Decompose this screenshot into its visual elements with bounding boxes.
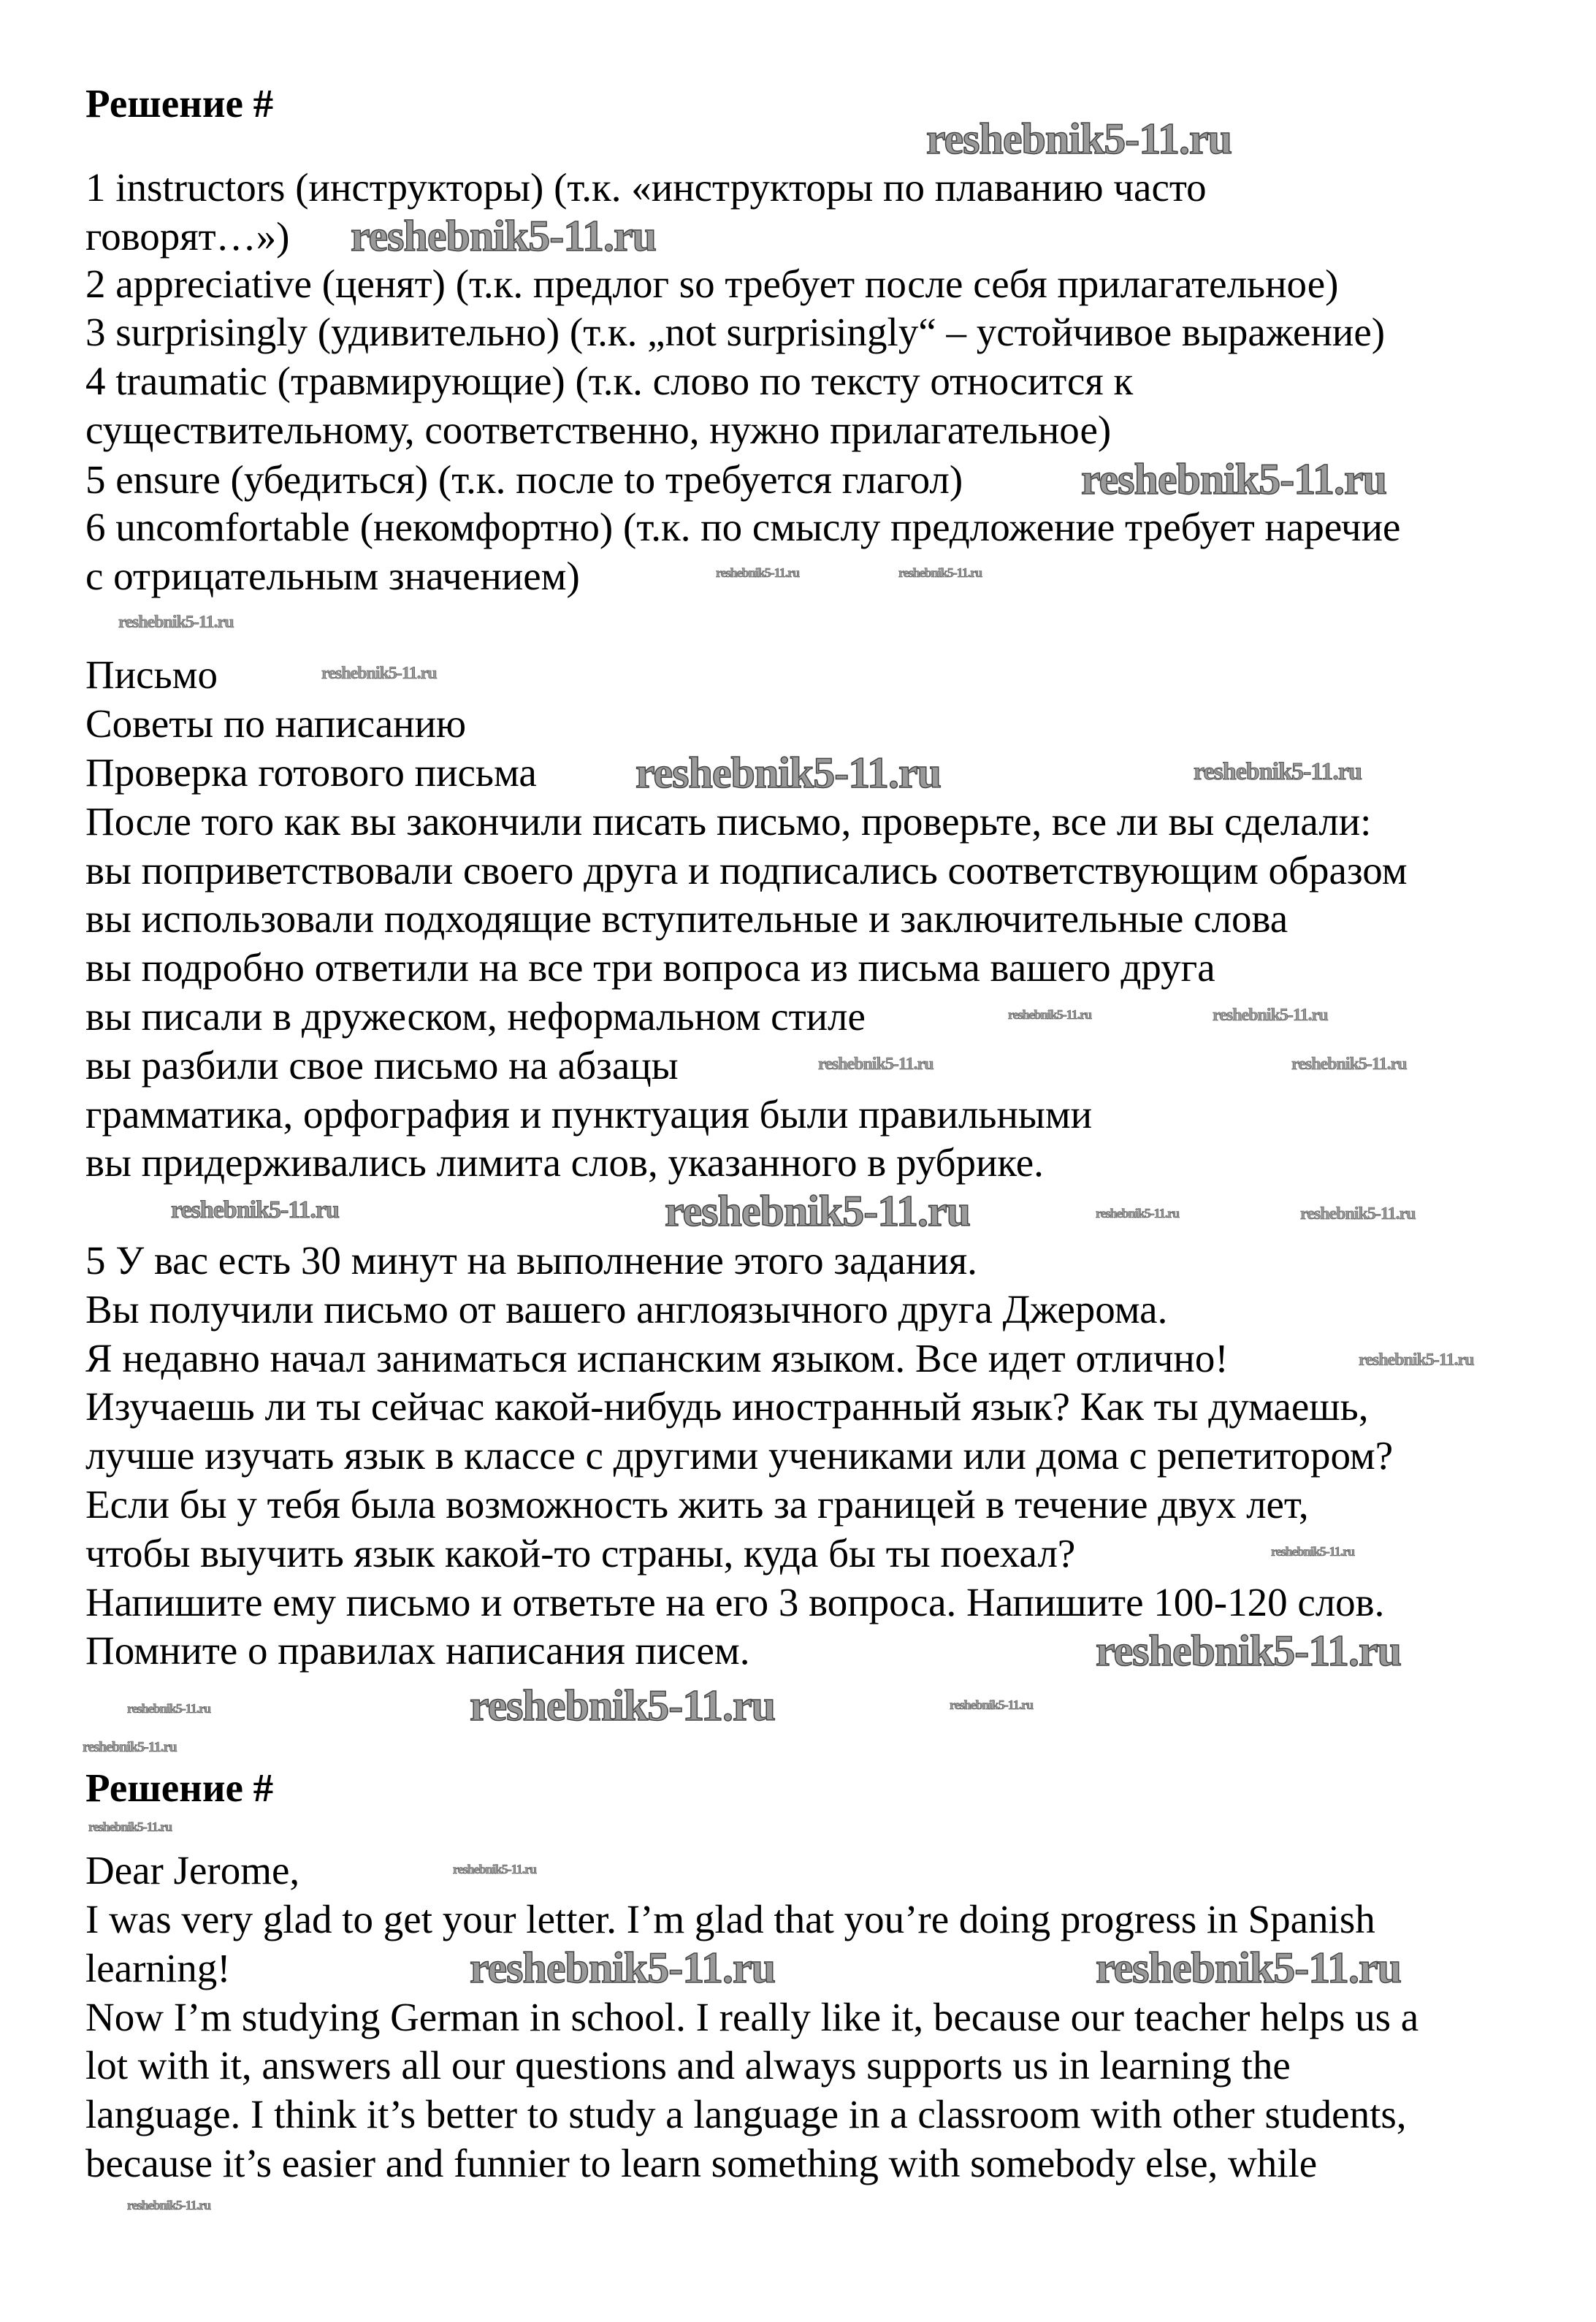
task-line: лучше изучать язык в классе с другими учениками или дома с репетитором? [85, 1433, 1394, 1478]
watermark: reshebnik5-11.ru [665, 1187, 970, 1235]
answer-line: 4 traumatic (травмирующие) (т.к. слово по тексту относится к [85, 359, 1134, 403]
watermark: reshebnik5-11.ru [88, 1819, 172, 1834]
letter-line: lot with it, answers all our questions and always supports us in learning the [85, 2043, 1291, 2088]
watermark: reshebnik5-11.ru [635, 749, 941, 797]
watermark: reshebnik5-11.ru [1271, 1544, 1355, 1559]
task-line: Вы получили письмо от вашего англоязычного друга Джерома. [85, 1287, 1168, 1332]
watermark: reshebnik5-11.ru [818, 1055, 933, 1074]
answer-line: с отрицательным значением) [85, 554, 580, 598]
letter-line: language. I think it’s better to study a language in a classroom with other students, [85, 2092, 1407, 2136]
section-heading: Решение # [85, 1765, 274, 1810]
watermark: reshebnik5-11.ru [1081, 455, 1386, 503]
watermark: reshebnik5-11.ru [127, 1701, 211, 1716]
watermark: reshebnik5-11.ru [1213, 1006, 1328, 1025]
tips-line: вы подробно ответили на все три вопроса из письма вашего друга [85, 945, 1215, 990]
tips-line: После того как вы закончили писать письмо, проверьте, все ли вы сделали: [85, 799, 1372, 844]
tips-line: вы поприветствовали своего друга и подписались соответствующим образом [85, 848, 1408, 893]
letter-line: learning! [85, 1946, 231, 1990]
task-line: Если бы у тебя была возможность жить за границей в течение двух лет, [85, 1482, 1309, 1527]
watermark: reshebnik5-11.ru [470, 1681, 775, 1730]
answer-line: говорят…») [85, 214, 290, 259]
tips-line: вы использовали подходящие вступительные и заключительные слова [85, 896, 1288, 941]
letter-line: Dear Jerome, [85, 1848, 300, 1893]
watermark: reshebnik5-11.ru [1096, 1944, 1401, 1992]
watermark: reshebnik5-11.ru [1008, 1007, 1092, 1022]
answer-line: 3 surprisingly (удивительно) (т.к. „not surprisingly“ – устойчивое выражение) [85, 310, 1386, 354]
watermark: reshebnik5-11.ru [1300, 1204, 1416, 1223]
watermark: reshebnik5-11.ru [453, 1862, 537, 1876]
watermark: reshebnik5-11.ru [171, 1196, 339, 1223]
section-heading: Решение # [85, 81, 274, 126]
tips-line: Письмо [85, 652, 218, 697]
tips-line: Советы по написанию [85, 701, 467, 746]
watermark: reshebnik5-11.ru [83, 1739, 177, 1755]
watermark: reshebnik5-11.ru [898, 565, 982, 580]
watermark: reshebnik5-11.ru [1194, 758, 1362, 785]
letter-line: because it’s easier and funnier to learn something with somebody else, while [85, 2141, 1318, 2185]
task-line: Помните о правилах написания писем. [85, 1628, 750, 1673]
watermark: reshebnik5-11.ru [926, 115, 1232, 163]
letter-line: Now I’m studying German in school. I really like it, because our teacher helps us a [85, 1995, 1419, 2039]
watermark: reshebnik5-11.ru [127, 2198, 211, 2212]
watermark: reshebnik5-11.ru [1096, 1627, 1401, 1675]
task-line: чтобы выучить язык какой-то страны, куда бы ты поехал? [85, 1531, 1076, 1576]
watermark: reshebnik5-11.ru [321, 664, 437, 683]
task-line: 5 У вас есть 30 минут на выполнение этого задания. [85, 1238, 977, 1283]
watermark: reshebnik5-11.ru [1359, 1351, 1474, 1370]
watermark: reshebnik5-11.ru [118, 613, 234, 632]
answer-line: 2 appreciative (ценят) (т.к. предлог so требует после себя прилагательное) [85, 261, 1339, 306]
tips-line: Проверка готового письма [85, 750, 537, 795]
watermark: reshebnik5-11.ru [470, 1944, 775, 1992]
watermark: reshebnik5-11.ru [950, 1697, 1034, 1712]
answer-line: существительному, соответственно, нужно прилагательное) [85, 408, 1112, 452]
watermark: reshebnik5-11.ru [351, 212, 656, 260]
tips-line: грамматика, орфография и пунктуация были правильными [85, 1092, 1093, 1137]
answer-line: 1 instructors (инструкторы) (т.к. «инструкторы по плаванию часто [85, 165, 1207, 210]
answer-line: 5 ensure (убедиться) (т.к. после to требуется глагол) [85, 457, 963, 502]
answer-line: 6 uncomfortable (некомфортно) (т.к. по смыслу предложение требует наречие [85, 505, 1401, 549]
watermark: reshebnik5-11.ru [1291, 1055, 1407, 1074]
tips-line: вы разбили свое письмо на абзацы [85, 1043, 679, 1088]
watermark: reshebnik5-11.ru [716, 565, 800, 580]
task-line: Изучаешь ли ты сейчас какой-нибудь иностранный язык? Как ты думаешь, [85, 1384, 1369, 1429]
tips-line: вы придерживались лимита слов, указанного в рубрике. [85, 1140, 1044, 1185]
task-line: Напишите ему письмо и ответьте на его 3 вопроса. Напишите 100-120 слов. [85, 1580, 1385, 1624]
tips-line: вы писали в дружеском, неформальном стиле [85, 994, 866, 1039]
letter-line: I was very glad to get your letter. I’m glad that you’re doing progress in Spanish [85, 1897, 1375, 1941]
task-line: Я недавно начал заниматься испанским языком. Все идет отлично! [85, 1336, 1229, 1380]
watermark: reshebnik5-11.ru [1096, 1206, 1180, 1221]
